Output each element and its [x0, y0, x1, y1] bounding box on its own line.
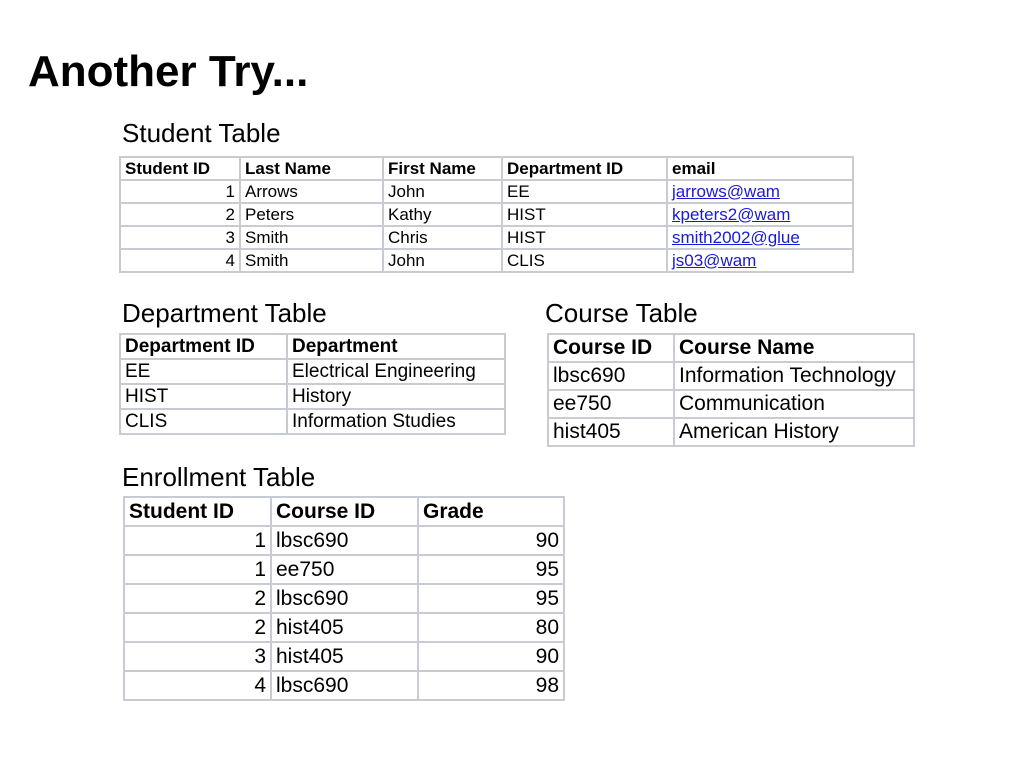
student-id-cell: 1 — [124, 555, 271, 584]
course-id-cell: lbsc690 — [271, 526, 418, 555]
department-name-cell: Information Studies — [287, 409, 505, 434]
course-table — [547, 333, 915, 447]
table-row — [120, 203, 853, 226]
table-row — [120, 226, 853, 249]
course-id-cell: hist405 — [271, 613, 418, 642]
course-id-cell: hist405 — [548, 418, 674, 446]
student-id-cell: 2 — [124, 584, 271, 613]
student-id-cell: 4 — [124, 671, 271, 700]
student-id-cell: 1 — [120, 180, 240, 203]
table-header-row — [548, 334, 914, 362]
column-header-student-id: Student ID — [120, 157, 240, 180]
student-id-cell: 2 — [124, 613, 271, 642]
student-id-cell: 3 — [124, 642, 271, 671]
first-name-cell: John — [383, 180, 502, 203]
course-id-cell: lbsc690 — [271, 671, 418, 700]
table-row — [120, 409, 505, 434]
column-header-department-id: Department ID — [120, 334, 287, 359]
course-name-cell: Information Technology — [674, 362, 914, 390]
column-header-department: Department — [287, 334, 505, 359]
department-id-cell: HIST — [502, 203, 667, 226]
department-id-cell: EE — [502, 180, 667, 203]
column-header-course-name: Course Name — [674, 334, 914, 362]
course-id-cell: lbsc690 — [548, 362, 674, 390]
table-header-row — [120, 157, 853, 180]
last-name-cell: Peters — [240, 203, 383, 226]
department-id-cell: EE — [120, 359, 287, 384]
column-header-email: email — [667, 157, 853, 180]
grade-cell: 90 — [418, 642, 564, 671]
table-row — [548, 390, 914, 418]
first-name-cell: Chris — [383, 226, 502, 249]
department-id-cell: HIST — [120, 384, 287, 409]
last-name-cell: Smith — [240, 226, 383, 249]
last-name-cell: Smith — [240, 249, 383, 272]
table-row — [120, 249, 853, 272]
table-header-row — [124, 497, 564, 526]
column-header-department-id: Department ID — [502, 157, 667, 180]
email-link[interactable]: jarrows@wam — [672, 181, 780, 201]
student-id-cell: 1 — [124, 526, 271, 555]
course-name-cell: American History — [674, 418, 914, 446]
course-id-cell: ee750 — [271, 555, 418, 584]
table-row — [124, 671, 564, 700]
department-table-label: Department Table — [122, 298, 327, 328]
course-id-cell: lbsc690 — [271, 584, 418, 613]
course-id-cell: hist405 — [271, 642, 418, 671]
student-table — [119, 156, 854, 273]
table-header-row — [120, 334, 505, 359]
email-link[interactable]: smith2002@glue — [672, 227, 800, 247]
department-id-cell: CLIS — [502, 249, 667, 272]
department-table — [119, 333, 506, 435]
column-header-first-name: First Name — [383, 157, 502, 180]
table-row — [120, 180, 853, 203]
student-id-cell: 2 — [120, 203, 240, 226]
department-name-cell: Electrical Engineering — [287, 359, 505, 384]
email-cell — [667, 180, 853, 203]
student-id-cell: 4 — [120, 249, 240, 272]
grade-cell: 90 — [418, 526, 564, 555]
first-name-cell: Kathy — [383, 203, 502, 226]
course-table-label: Course Table — [545, 298, 698, 328]
table-row — [124, 584, 564, 613]
student-table-label: Student Table — [122, 118, 281, 148]
column-header-course-id: Course ID — [548, 334, 674, 362]
department-id-cell: HIST — [502, 226, 667, 249]
department-id-cell: CLIS — [120, 409, 287, 434]
table-row — [124, 555, 564, 584]
grade-cell: 80 — [418, 613, 564, 642]
first-name-cell: John — [383, 249, 502, 272]
grade-cell: 98 — [418, 671, 564, 700]
column-header-grade: Grade — [418, 497, 564, 526]
column-header-student-id: Student ID — [124, 497, 271, 526]
grade-cell: 95 — [418, 555, 564, 584]
email-cell — [667, 226, 853, 249]
enrollment-table-label: Enrollment Table — [122, 462, 316, 492]
table-row — [120, 359, 505, 384]
student-id-cell: 3 — [120, 226, 240, 249]
column-header-course-id: Course ID — [271, 497, 418, 526]
table-row — [120, 384, 505, 409]
slide-title: Another Try... — [28, 47, 309, 96]
course-id-cell: ee750 — [548, 390, 674, 418]
enrollment-table — [123, 496, 565, 701]
course-name-cell: Communication — [674, 390, 914, 418]
last-name-cell: Arrows — [240, 180, 383, 203]
table-row — [548, 418, 914, 446]
column-header-last-name: Last Name — [240, 157, 383, 180]
table-row — [124, 613, 564, 642]
email-link[interactable]: js03@wam — [672, 250, 757, 270]
table-row — [124, 526, 564, 555]
email-cell — [667, 203, 853, 226]
email-cell — [667, 249, 853, 272]
department-name-cell: History — [287, 384, 505, 409]
grade-cell: 95 — [418, 584, 564, 613]
email-link[interactable]: kpeters2@wam — [672, 204, 791, 224]
table-row — [548, 362, 914, 390]
table-row — [124, 642, 564, 671]
